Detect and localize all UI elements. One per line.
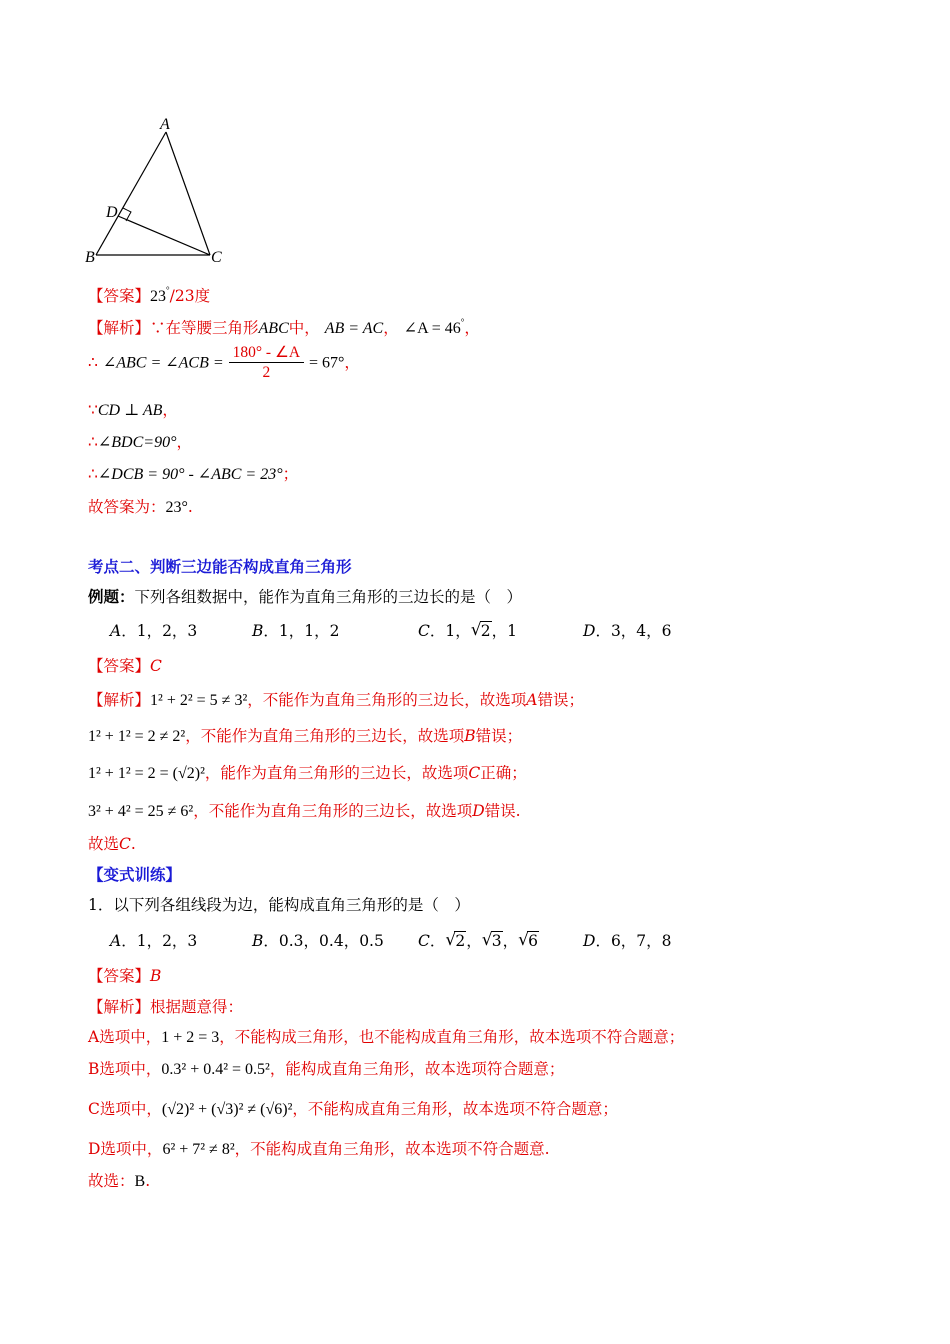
example-final: 故选C.	[88, 835, 136, 853]
label-b: B	[85, 249, 95, 266]
analysis-tag: 【解析】	[88, 691, 151, 709]
example-option-c: C．1，√ 2，1	[418, 620, 517, 642]
eq2-rhs: = 67°	[308, 354, 345, 372]
example-analysis-4: 3² + 4² = 25 ≠ 6²，不能作为直角三角形的三边长，故选项D错误.	[88, 802, 521, 820]
analysis-line-2: ∴ ∠ABC = ∠ACB = $\frac{180^\circ - \angle A}{2}$ = 67°，	[88, 344, 360, 381]
question-number: 1．	[88, 896, 114, 914]
practice-analysis-d: D选项中，6² + 7² ≠ 8²，不能构成直角三角形，故本选项不符合题意.	[88, 1140, 550, 1158]
example-text: 下列各组数据中，能作为直角三角形的三边长的是（ ）	[134, 588, 523, 606]
final-value: 23°	[165, 499, 188, 516]
sqrt-2: √ 2	[445, 930, 466, 952]
practice-analysis-intro: 【解析】根据题意得：	[88, 998, 244, 1016]
eq-ab-ac: AB = AC	[324, 320, 384, 337]
math-expr: 3² + 4² = 25 ≠ 6²	[88, 803, 194, 820]
example-option-b: B．1，1，2	[252, 622, 340, 640]
final-text: 故答案为：	[88, 498, 166, 516]
period: .	[187, 498, 193, 516]
math-expr: 1² + 2² = 5 ≠ 3²	[150, 692, 248, 709]
eq2-lhs: ∠ABC = ∠ACB =	[102, 354, 224, 372]
answer-suffix: /23度	[169, 287, 211, 305]
practice-option-b: B．0.3，0.4，0.5	[252, 932, 384, 950]
sqrt-2: √ 2	[471, 620, 492, 642]
therefore-sign: ∴	[88, 353, 98, 372]
final-answer-1	[88, 496, 193, 519]
practice-analysis-a: A选项中，1 + 2 = 3，不能构成三角形，也不能构成直角三角形，故本选项不符合题意；	[88, 1028, 685, 1046]
analysis-line-4: ∴∠BDC=90°，	[88, 433, 192, 451]
example-analysis-1: 【解析】1² + 2² = 5 ≠ 3²，不能作为直角三角形的三边长，故选项A错误；	[88, 691, 584, 709]
example-answer	[88, 655, 162, 677]
math-expr: (√2)² + (√3)² ≠ (√6)²	[161, 1101, 293, 1118]
side-ac	[166, 132, 210, 255]
fraction	[229, 344, 304, 383]
practice-question	[88, 894, 470, 916]
triangle-figure	[80, 110, 240, 270]
practice-final: 故选：B.	[88, 1172, 151, 1190]
because-sign: ∵	[88, 401, 98, 419]
angle-a: ∠A = 46°	[403, 317, 465, 337]
comma: ，	[464, 319, 480, 337]
side-ab	[96, 132, 166, 255]
because-text: ∵在等腰三角形	[150, 319, 259, 337]
example-option-a: A．1，2，3	[110, 622, 198, 640]
math-expr: 6² + 7² ≠ 8²	[162, 1141, 235, 1158]
label-d: D	[106, 204, 118, 221]
analysis-line-3: ∵CD ⊥ AB，	[88, 401, 178, 419]
section-heading: 考点二、判断三边能否构成直角三角形	[88, 557, 352, 576]
fraction-numerator: 180° - ∠A	[229, 344, 304, 363]
practice-option-c: C．√ 2，√ 3，√ 6	[418, 930, 539, 952]
answer-tag: 【答案】	[88, 657, 151, 675]
sqrt-3: √ 3	[482, 930, 503, 952]
practice-heading: 【变式训练】	[88, 865, 182, 884]
example-analysis-2: 1² + 1² = 2 ≠ 2²，不能作为直角三角形的三边长，故选项B错误；	[88, 727, 523, 745]
math-expr: 0.3² + 0.4² = 0.5²	[161, 1061, 270, 1078]
practice-option-a: A．1，2，3	[110, 932, 198, 950]
math-expr: 1² + 1² = 2 = (√2)²	[88, 765, 205, 782]
answer-value: 23°	[150, 285, 170, 305]
answer-value: B	[150, 967, 162, 985]
answer-tag: 【答案】	[88, 287, 151, 305]
triangle-name: ABC	[258, 320, 289, 337]
perpendicular: CD ⊥ AB	[97, 402, 163, 419]
analysis-tag: 【解析】	[88, 319, 151, 337]
answer-line-1	[88, 279, 210, 308]
practice-answer	[88, 965, 161, 987]
angle-dcb: ∠DCB = 90° - ∠ABC = 23°	[97, 466, 283, 483]
sqrt-6: √ 6	[518, 930, 539, 952]
example-analysis-3: 1² + 1² = 2 = (√2)²，能作为直角三角形的三边长，故选项C正确；	[88, 764, 527, 782]
fraction-denominator: 2	[262, 364, 271, 381]
segment-cd	[118, 216, 210, 255]
therefore-sign: ∴	[88, 433, 98, 451]
math-expr: 1 + 2 = 3	[161, 1029, 220, 1046]
example-question	[88, 586, 522, 608]
answer-tag: 【答案】	[88, 967, 151, 985]
question-text: 以下列各组线段为边，能构成直角三角形的是（ ）	[113, 896, 470, 914]
example-option-d: D．3，4，6	[583, 622, 672, 640]
semicolon: ；	[282, 465, 299, 483]
practice-analysis-c: C选项中，(√2)² + (√3)² ≠ (√6)²，不能构成直角三角形，故本选项不符合题意；	[88, 1100, 618, 1118]
label-c: C	[211, 249, 222, 266]
therefore-sign: ∴	[88, 465, 98, 483]
analysis-line-5	[88, 463, 298, 486]
example-label: 例题：	[88, 587, 135, 606]
analysis-line-1: 【解析】∵在等腰三角形ABC中， AB = AC， ∠A = 46°，	[88, 317, 480, 337]
practice-analysis-b: B选项中，0.3² + 0.4² = 0.5²，能构成直角三角形，故本选项符合题意；	[88, 1060, 565, 1078]
practice-option-d: D．6，7，8	[583, 932, 672, 950]
analysis-tag: 【解析】	[88, 998, 151, 1016]
mid-text: 中，	[288, 319, 320, 337]
label-a: A	[160, 116, 170, 133]
math-expr: 1² + 1² = 2 ≠ 2²	[88, 728, 186, 745]
answer-value: C	[150, 657, 162, 675]
angle-bdc: ∠BDC=90°	[97, 434, 177, 451]
